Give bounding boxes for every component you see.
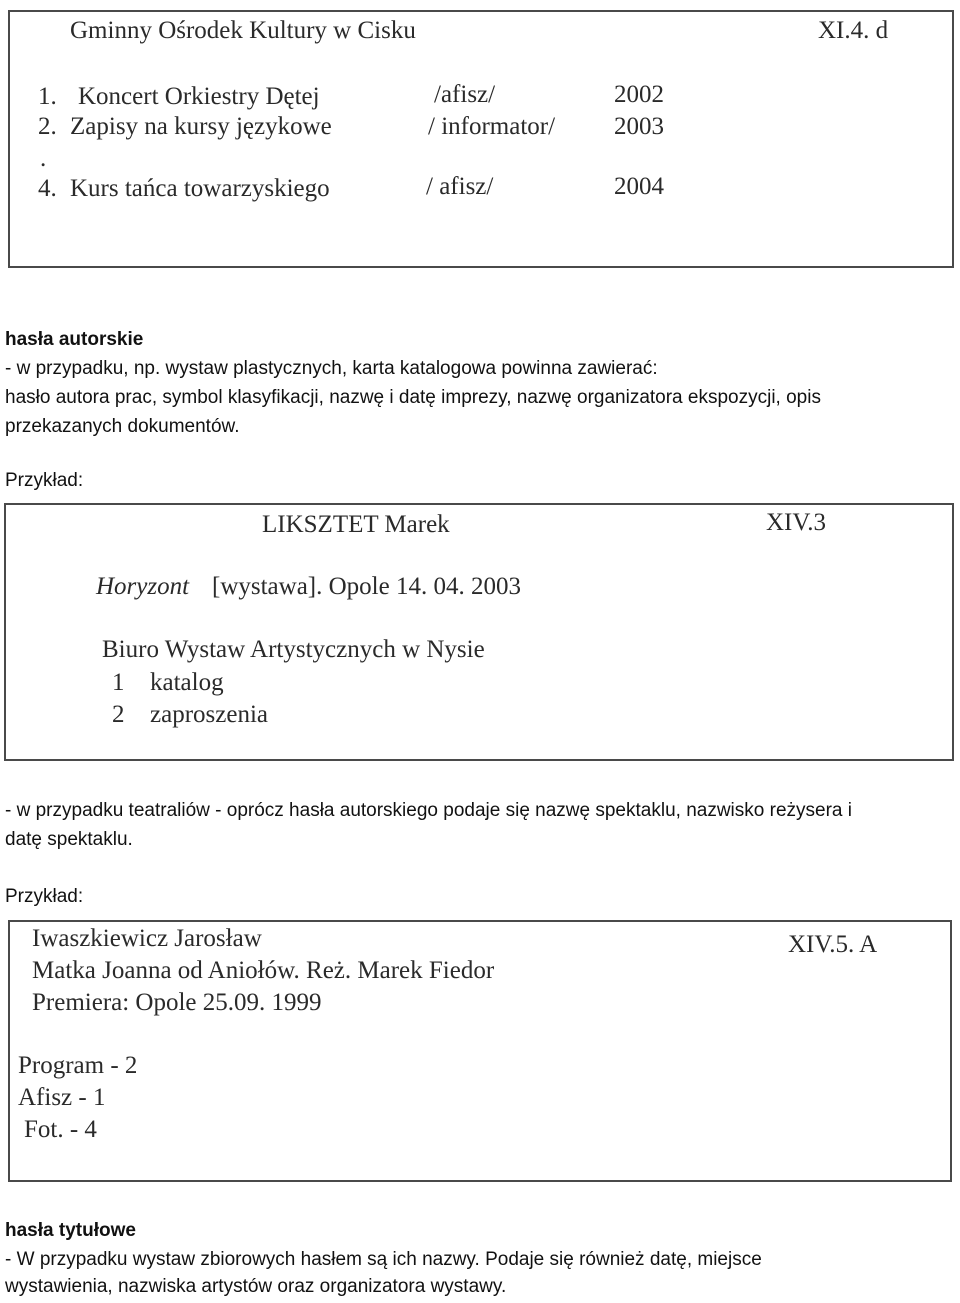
catalog-card-1 — [8, 10, 954, 268]
card1-row-1-year: 2002 — [614, 81, 664, 108]
example-label-2: Przykład: — [5, 886, 84, 907]
card1-row-4-year: 2004 — [614, 173, 664, 200]
heading-author-entries: hasła autorskie — [5, 329, 144, 350]
card2-organizer: Biuro Wystaw Artystycznych w Nysie — [102, 636, 485, 663]
card1-row-2-title: Zapisy na kursy językowe — [70, 113, 332, 140]
card2-title-rest: [wystawa]. Opole 14. 04. 2003 — [212, 573, 521, 600]
card1-symbol: XI.4. d — [818, 17, 889, 44]
section3-line-1: - W przypadku wystaw zbiorowych hasłem są ich nazwy. Podaje się również datę, miejsce — [5, 1249, 762, 1270]
section2-line-1: - w przypadku teatraliów - oprócz hasła autorskiego podaje się nazwę spektaklu, nazwisko reżysera i — [5, 800, 852, 821]
card1-row-2-year: 2003 — [614, 113, 664, 140]
card3-item-poster: Afisz - 1 — [18, 1084, 106, 1111]
section1-line-1: - w przypadku, np. wystaw plastycznych, karta katalogowa powinna zawierać: — [5, 358, 658, 379]
heading-title-entries: hasła tytułowe — [5, 1220, 136, 1241]
example-label-1: Przykład: — [5, 470, 84, 491]
section2-line-2: datę spektaklu. — [5, 829, 133, 850]
catalog-card-3 — [8, 920, 952, 1182]
section1-line-2: hasło autora prac, symbol klasyfikacji, nazwę i datę imprezy, nazwę organizatora ekspozycji, opis — [5, 387, 821, 408]
card1-row-4-num: 4. — [38, 175, 57, 202]
card1-row-1-type: /afisz/ — [434, 81, 496, 108]
card3-author: Iwaszkiewicz Jarosław — [32, 925, 262, 952]
section1-line-3: przekazanych dokumentów. — [5, 416, 240, 437]
card1-row-3-num: . — [40, 145, 47, 172]
card3-premiere: Premiera: Opole 25.09. 1999 — [32, 989, 322, 1016]
card3-item-program: Program - 2 — [18, 1052, 138, 1079]
catalog-card-2 — [4, 503, 954, 761]
card2-item-2-label: zaproszenia — [150, 701, 268, 728]
card2-author: LIKSZTET Marek — [262, 511, 450, 538]
card1-institution: Gminny Ośrodek Kultury w Cisku — [70, 17, 416, 44]
card2-item-2-count: 2 — [112, 701, 125, 728]
card3-item-photo: Fot. - 4 — [24, 1116, 97, 1143]
card3-symbol: XIV.5. A — [788, 931, 878, 958]
card2-item-1-label: katalog — [150, 669, 224, 696]
card1-row-4-title: Kurs tańca towarzyskiego — [70, 175, 330, 202]
card3-title-line: Matka Joanna od Aniołów. Reż. Marek Fiedor — [32, 957, 495, 984]
card2-symbol: XIV.3 — [766, 509, 826, 536]
card1-row-2-type: / informator/ — [428, 113, 556, 140]
card1-row-1-num: 1. — [38, 83, 57, 110]
card1-row-1-title: Koncert Orkiestry Dętej — [78, 83, 320, 110]
card1-row-2-num: 2. — [38, 113, 57, 140]
card1-row-4-type: / afisz/ — [426, 173, 494, 200]
section3-line-2: wystawienia, nazwiska artystów oraz organizatora wystawy. — [5, 1276, 507, 1297]
card2-item-1-count: 1 — [112, 669, 125, 696]
card2-title-italic: Horyzont — [96, 573, 190, 600]
